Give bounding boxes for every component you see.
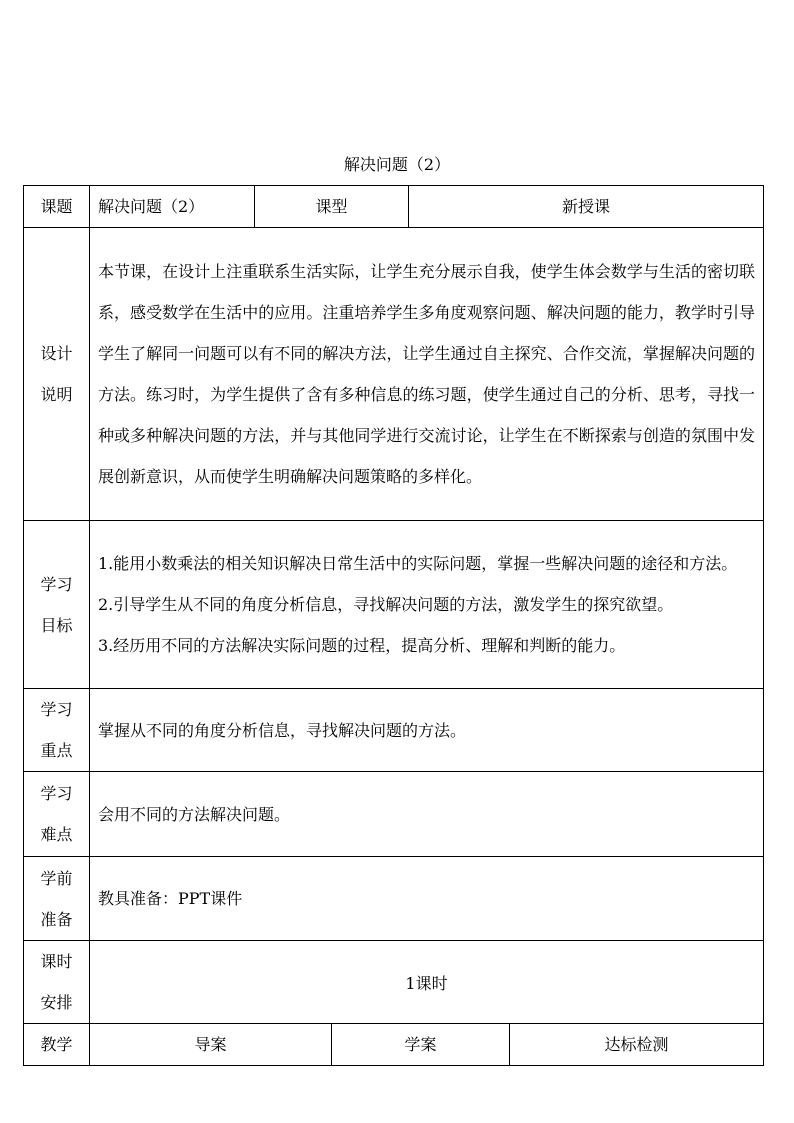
teaching-study-header: 学案 bbox=[332, 1024, 510, 1066]
label-key-points bbox=[24, 689, 90, 772]
teaching-assessment-header: 达标检测 bbox=[510, 1024, 764, 1066]
objective-item: 3.经历用不同的方法解决实际问题的过程，提高分析、理解和判断的能力。 bbox=[98, 636, 626, 655]
label-design-line2: 说明 bbox=[40, 385, 73, 404]
topic-value: 解决问题（2） bbox=[90, 186, 255, 228]
objectives-list bbox=[90, 521, 764, 689]
label-key-points-line1: 学习 bbox=[40, 700, 73, 719]
schedule-text: 1课时 bbox=[90, 941, 764, 1024]
difficulties-text: 会用不同的方法解决问题。 bbox=[90, 772, 764, 857]
objective-item: 1.能用小数乘法的相关知识解决日常生活中的实际问题，掌握一些解决问题的途径和方法。 bbox=[98, 554, 738, 573]
label-type: 课型 bbox=[255, 186, 409, 228]
teaching-guide-header: 导案 bbox=[90, 1024, 332, 1066]
label-difficulties-line1: 学习 bbox=[40, 784, 73, 803]
label-preparation-line1: 学前 bbox=[40, 868, 73, 888]
label-teaching: 教学 bbox=[24, 1024, 90, 1066]
design-row bbox=[24, 228, 764, 521]
preparation-text: 教具准备：PPT课件 bbox=[90, 857, 764, 941]
schedule-row bbox=[24, 941, 764, 1024]
label-design-line1: 设计 bbox=[40, 344, 73, 363]
label-difficulties bbox=[24, 772, 90, 857]
preparation-row bbox=[24, 857, 764, 941]
key-points-row bbox=[24, 689, 764, 772]
difficulties-row bbox=[24, 772, 764, 857]
label-objectives bbox=[24, 521, 90, 689]
label-objectives-line2: 目标 bbox=[40, 615, 73, 635]
label-schedule-line2: 安排 bbox=[40, 993, 73, 1012]
label-design bbox=[24, 228, 90, 521]
document-title: 解决问题（2） bbox=[343, 155, 451, 174]
label-preparation-line2: 准备 bbox=[40, 909, 73, 929]
label-key-points-line2: 重点 bbox=[40, 741, 73, 760]
label-schedule bbox=[24, 941, 90, 1024]
design-text: 本节课，在设计上注重联系生活实际，让学生充分展示自我，使学生体会数学与生活的密切联系，感受数学在生活中的应用。注重培养学生多角度观察问题、解决问题的能力，教学时引导学生了解同一问题可以有不同的解决方法，让学生通过自主探究、合作交流，掌握解决问题的方法。练习时，为学生提供了含有多种信息的练习题，使学生通过自己的分析、思考，寻找一种或多种解决问题的方法，并与其他同学进行交流讨论，让学生在不断探索与创造的氛围中发展创新意识，从而使学生明确解决问题策略的多样化。 bbox=[90, 228, 764, 521]
label-difficulties-line2: 难点 bbox=[40, 825, 73, 844]
objectives-row bbox=[24, 521, 764, 689]
teaching-row bbox=[24, 1024, 764, 1066]
header-row bbox=[24, 186, 764, 228]
key-points-text: 掌握从不同的角度分析信息，寻找解决问题的方法。 bbox=[90, 689, 764, 772]
lesson-plan-table bbox=[23, 185, 764, 1066]
type-value: 新授课 bbox=[409, 186, 764, 228]
label-objectives-line1: 学习 bbox=[40, 574, 73, 594]
label-preparation bbox=[24, 857, 90, 941]
label-schedule-line1: 课时 bbox=[40, 952, 73, 971]
objective-item: 2.引导学生从不同的角度分析信息，寻找解决问题的方法，激发学生的探究欲望。 bbox=[98, 595, 674, 614]
label-topic: 课题 bbox=[24, 186, 90, 228]
